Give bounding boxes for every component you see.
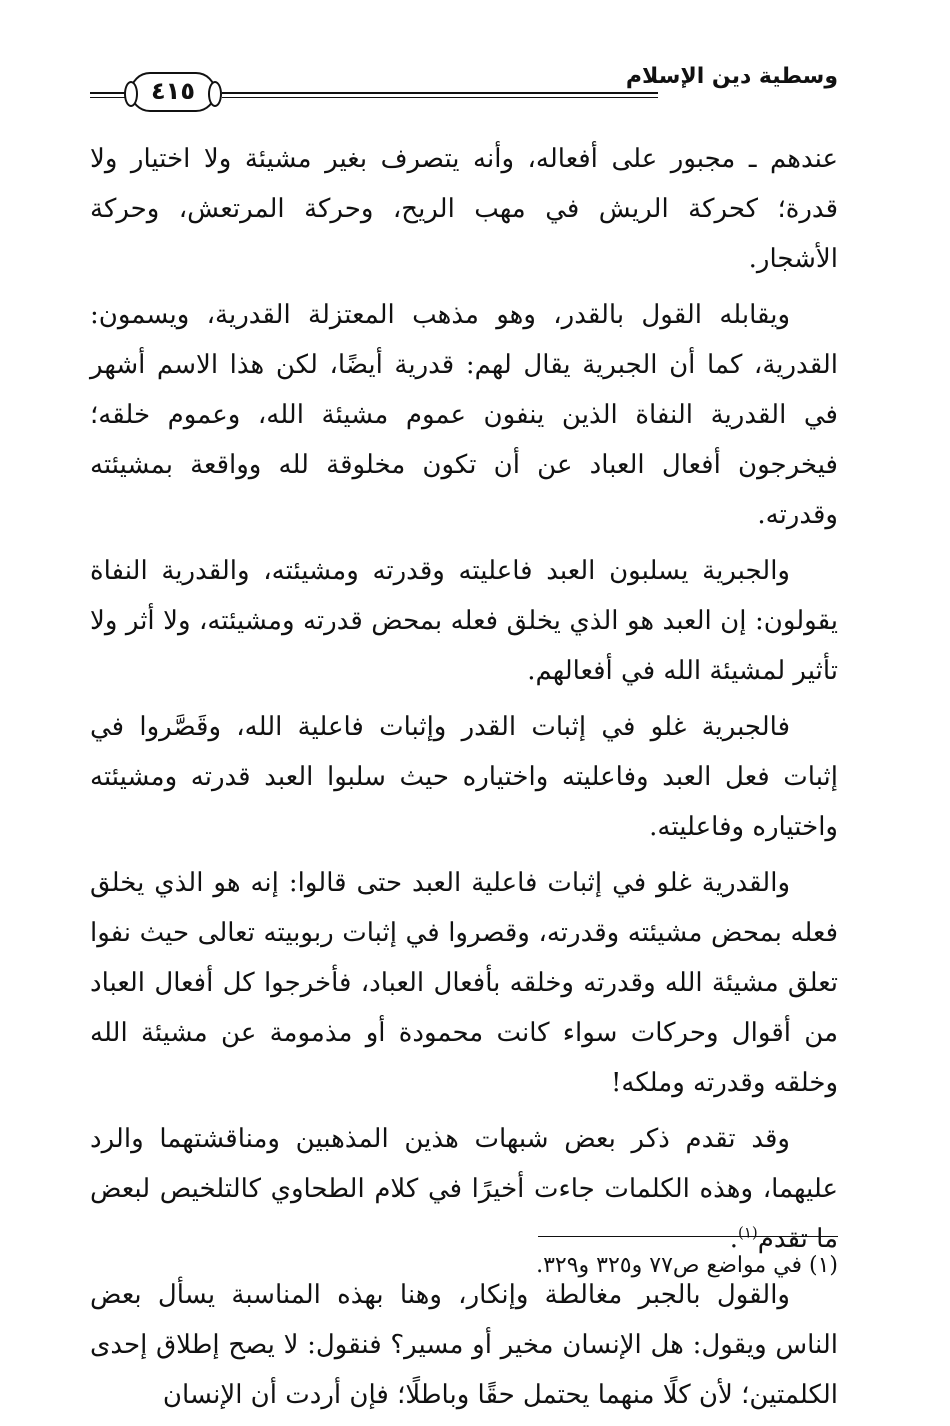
paragraph: فالجبرية غلو في إثبات القدر وإثبات فاعلية الله، وقَصَّروا في إثبات فعل العبد وفاعليته واختياره حيث سلبوا العبد قدرته ومشيئته واختياره وفاعليته. — [90, 712, 838, 842]
footnote-rule — [538, 1236, 838, 1237]
paragraph-continued: عندهم ـ مجبور على أفعاله، وأنه يتصرف بغير مشيئة ولا اختيار ولا قدرة؛ كحركة الريش في مهب الريح، وحركة المرتعش، وحركة الأشجار. — [90, 144, 838, 274]
paragraph: والجبرية يسلبون العبد فاعليته وقدرته ومشيئته، والقدرية النفاة يقولون: إن العبد هو الذي يخلق فعله بمحض قدرته ومشيئته، ولا أثر ولا تأثير لمشيئة الله في أفعالهم. — [90, 556, 838, 686]
paragraph: ويقابله القول بالقدر، وهو مذهب المعتزلة القدرية، ويسمون: القدرية، كما أن الجبرية يقال لهم: قدرية أيضًا، لكن هذا الاسم أشهر في القدرية النفاة الذين ينفون عموم مشيئة الله، وعموم خلقه؛ فيخرجون أفعال العباد عن أن تكون مخلوقة لله وواقعة بمشيئته وقدرته. — [90, 300, 838, 530]
body-text — [90, 134, 838, 1426]
footnote-reference: (١) — [737, 1223, 758, 1242]
header-title: وسطية دين الإسلام — [625, 64, 838, 89]
paragraph: والقول بالجبر مغالطة وإنكار، وهنا بهذه المناسبة يسأل بعض الناس ويقول: هل الإنسان مخير أو مسير؟ فنقول: لا يصح إطلاق إحدى الكلمتين؛ لأن كلًا منهما يحتمل حقًا وباطلًا؛ فإن أردت أن الإنسان — [90, 1280, 838, 1410]
footnote — [90, 1250, 838, 1282]
paragraph-with-footnote — [90, 1114, 838, 1264]
footnote-text: في مواضع ص٧٧ و٣٢٥ و٣٢٩. — [536, 1253, 802, 1278]
paragraph: والقدرية غلو في إثبات فاعلية العبد حتى قالوا: إنه هو الذي يخلق فعله بمحض مشيئته وقدرته، وقصروا في إثبات ربوبيته تعالى حيث نفوا تعلق مشيئة الله وقدرته وخلقه بأفعال العباد، فأخرجوا كل أفعال العباد من أقوال وحركات سواء كانت محمودة أو مذمومة عن مشيئة الله وخلقه وقدرته وملكه! — [90, 868, 838, 1098]
book-page — [90, 62, 838, 1410]
paragraph-end: . — [729, 1224, 738, 1254]
paragraph-text: وقد تقدم ذكر بعض شبهات هذين المذهبين ومناقشتهما والرد عليهما، وهذه الكلمات جاءت أخيرًا في كلام الطحاوي كالتلخيص لبعض ما تقدم — [90, 1124, 838, 1254]
footnote-marker: (١) — [808, 1253, 838, 1278]
header-rule-left — [90, 92, 128, 98]
header-rule — [222, 92, 658, 98]
page-number: ٤١٥ — [130, 72, 216, 112]
running-header — [90, 62, 838, 112]
